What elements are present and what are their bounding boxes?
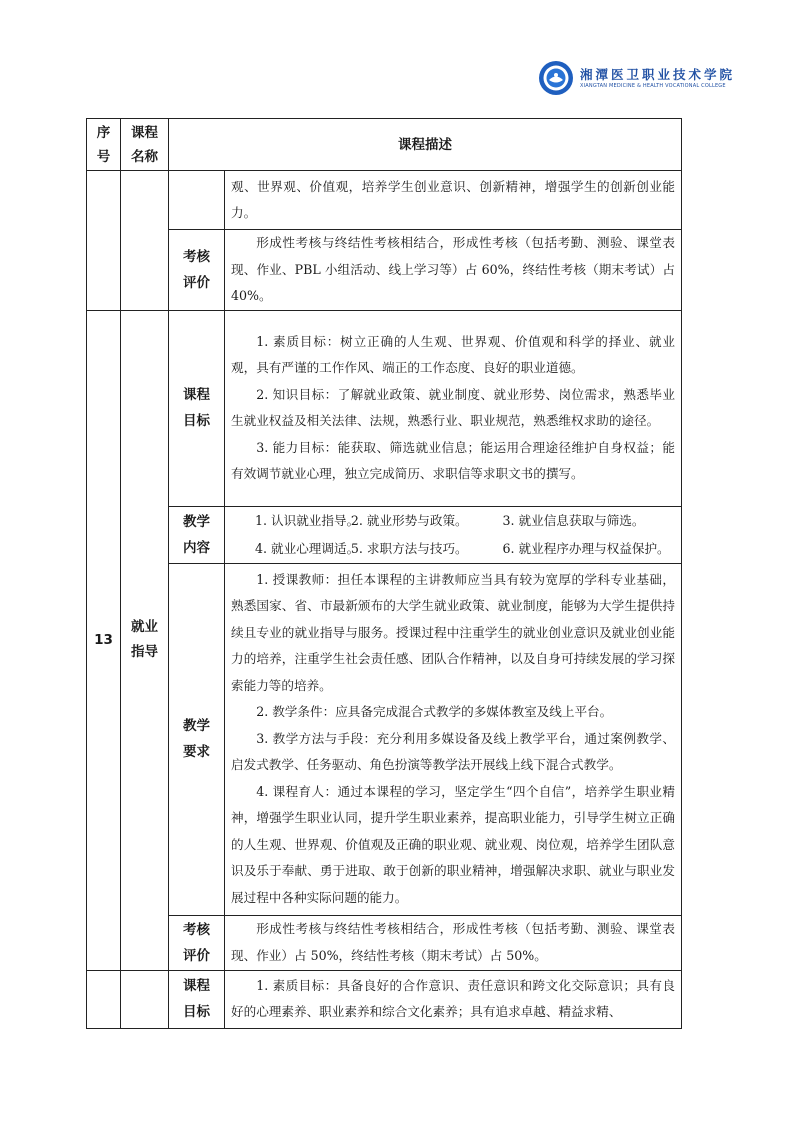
table-header-row [87,119,682,171]
label-line1: 课程 [183,387,210,403]
number-cell-empty [87,970,121,1028]
course-name [121,310,169,970]
goals-label [169,310,225,506]
header-course-name [121,119,169,171]
table-row [87,970,682,1028]
label-line2: 评价 [183,947,210,964]
header-number [87,119,121,171]
course-table [86,118,682,1029]
prev-assessment-paragraph: 形成性考核与终结性考核相结合，形成性考核（包括考勤、测验、课堂表现、作业、PBL 小组活动、线上学习等）占 60%，终结性考核（期末考试）占 40%。 [231,235,675,303]
next-goal-paragraph: 1. 素质目标：具备良好的合作意识、责任意识和跨文化交际意识；具有良好的心理素养、职业素养和综合文化素养；具有追求卓越、精益求精、 [231,977,675,1019]
content-text [225,506,682,563]
goal-quality: 1. 素质目标：树立正确的人生观、世界观、价值观和科学的择业、就业观，具有严谨的工作作风、端正的工作态度、良好的职业道德。 [231,333,675,375]
content-item: 2. 就业形势与政策。 [350,512,468,528]
label-line2: 内容 [183,539,210,556]
content-item: 3. 就业信息获取与筛选。 [502,512,645,528]
header-number-line1: 序 [96,124,111,141]
college-name: 湘潭医卫职业技术学院 [580,67,736,82]
header-name-line1: 课程 [131,124,158,141]
course-name-line2: 指导 [131,644,158,660]
header-description: 课程描述 [169,119,682,171]
label-line1: 教学 [183,718,210,734]
requirements-label [169,563,225,915]
label-cell-empty [169,171,225,230]
label-line2: 要求 [183,744,210,760]
number-cell-empty [87,171,121,311]
prev-intro-paragraph: 观、世界观、价值观，培养学生创业意识、创新精神，增强学生的创新创业能力。 [231,178,675,220]
name-cell-empty [121,970,169,1028]
label-line1: 教学 [183,513,210,530]
label-line2: 目标 [183,1004,210,1020]
label-line2: 评价 [183,274,210,291]
assessment-text [225,915,682,970]
goal-knowledge: 2. 知识目标：了解就业政策、就业制度、就业形势、岗位需求，熟悉毕业生就业权益及相关法律、法规，熟悉行业、职业规范，熟悉维权求助的途径。 [231,386,675,428]
req-education: 4. 课程育人：通过本课程的学习，坚定学生“四个自信”，培养学生职业精神，增强学生职业认同，提升学生职业素养，提高职业能力，引导学生树立正确的人生观、世界观、价值观及正确的职业观、就业观、岗位观，培养学生团队意识及乐于奉献、勇于进取、敢于创新的职业精神，增强解决求职、就业与职业发展过程中各种实际问题的能力。 [231,783,675,905]
table-row [87,915,682,970]
content-label [169,506,225,563]
requirements-text [225,563,682,915]
content-row [231,507,675,535]
table-row [87,230,682,311]
table-row [87,171,682,230]
content-item: 5. 求职方法与技巧。 [350,540,468,556]
header-number-line2: 号 [96,148,111,165]
name-cell-empty [121,171,169,311]
req-methods: 3. 教学方法与手段：充分利用多媒设备及线上教学平台，通过案例教学、启发式教学、任务驱动、角色扮演等教学法开展线上线下混合式教学。 [231,730,675,773]
next-goals-label [169,970,225,1028]
content-grid [231,507,675,563]
content-item: 1. 认识就业指导。 [255,512,360,528]
assessment-paragraph: 形成性考核与终结性考核相结合，形成性考核（包括考勤、测验、课堂表现、作业）占 50%，终结性考核（期末考试）占 50%。 [231,921,675,963]
req-teacher: 1. 授课教师：担任本课程的主讲教师应当具有较为宽厚的学科专业基础，熟悉国家、省、市最新颁布的大学生就业政策、就业制度，能够为大学生提供持续且专业的就业指导与服务。授课过程中注重学生的就业创业意识及就业创业能力的培养，注重学生社会责任感、团队合作精神，以及自身可持续发展的学习探索能力等的培养。 [231,571,675,693]
college-logo [538,60,738,100]
req-conditions: 2. 教学条件：应具备完成混合式教学的多媒体教室及线上平台。 [256,704,613,720]
table-row [87,310,682,506]
prev-assessment-label [169,230,225,311]
content-item: 6. 就业程序办理与权益保护。 [502,540,670,556]
college-name-english: XIANGTAN MEDICINE & HEALTH VOCATIONAL COLLEGE [580,83,726,89]
college-emblem-icon [538,60,574,96]
table-row [87,563,682,915]
goals-text [225,310,682,506]
content-row [231,535,675,563]
label-line1: 考核 [183,248,210,265]
assessment-label [169,915,225,970]
label-line2: 目标 [183,413,210,429]
header-name-line2: 名称 [131,148,158,165]
next-goals-text [225,970,682,1028]
course-number: 13 [87,310,121,970]
content-item: 4. 就业心理调适。 [255,540,360,556]
prev-assessment-text [225,230,682,311]
label-line1: 考核 [183,921,210,938]
table-row [87,506,682,563]
label-line1: 课程 [183,978,210,994]
goal-ability: 3. 能力目标：能获取、筛选就业信息；能运用合理途径维护自身权益；能有效调节就业心理，独立完成简历、求职信等求职文书的撰写。 [231,439,675,481]
course-name-line1: 就业 [131,619,158,635]
prev-intro-text [225,171,682,230]
